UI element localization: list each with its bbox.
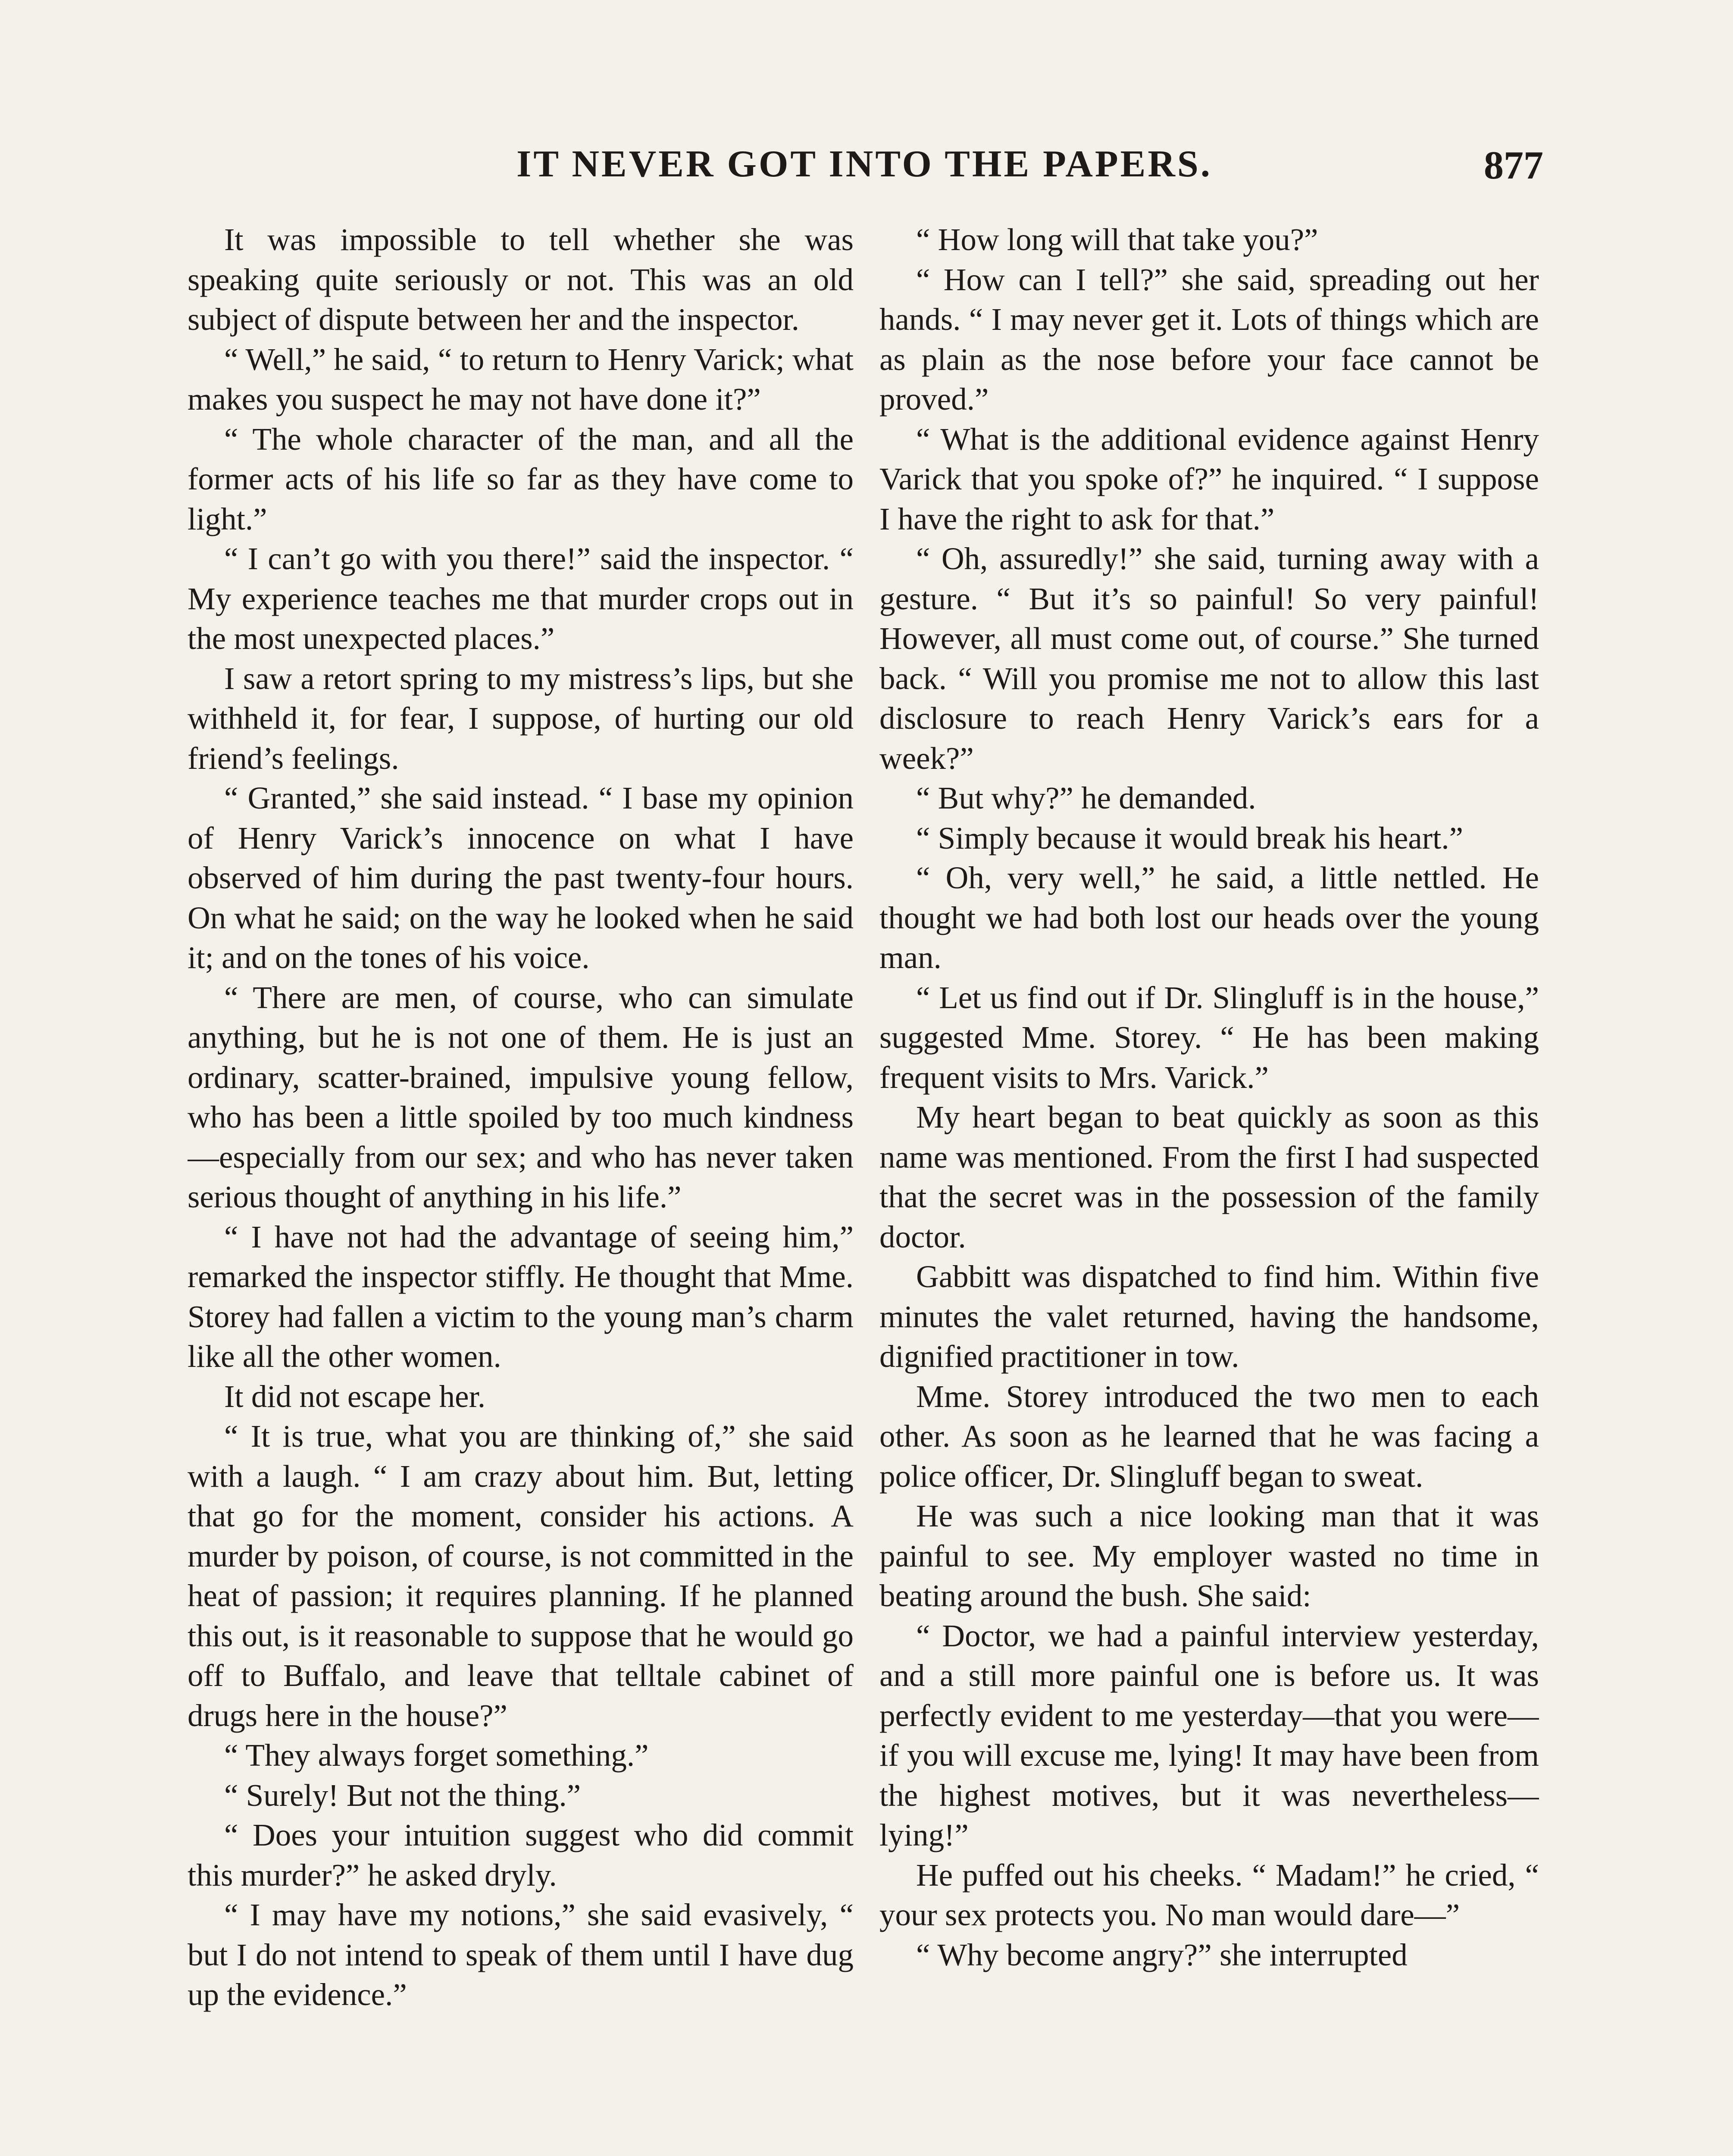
paragraph: My heart began to beat quickly as soon as this name was mentioned. From the first I had suspected that the secret was in the possession of the family doctor.	[879, 1100, 1539, 1254]
paragraph: He was such a nice looking man that it was painful to see. My employer wasted no time in beating around the bush. She said:	[879, 1498, 1539, 1613]
page-number: 877	[1484, 143, 1543, 187]
paragraph: “ It is true, what you are thinking of,” she said with a laugh. “ I am crazy about him. But, letting that go for the moment, consider his actions. A murder by poison, of course, is not committed in the heat of passion; it requires planning. If he planned this out, is it reasonable to suppose that he would go off to Buffalo, and leave that telltale cabinet of drugs here in the house?”	[188, 1419, 854, 1733]
paragraph: “ Oh, very well,” he said, a little nettled. He thought we had both lost our heads over the young man.	[879, 860, 1539, 975]
paragraph: It was impossible to tell whether she was speaking quite seriously or not. This was an old subject of dispute between her and the inspector.	[188, 222, 854, 337]
paragraph: Mme. Storey introduced the two men to each other. As soon as he learned that he was facing a police officer, Dr. Slingluff began to sweat.	[879, 1379, 1539, 1494]
paragraph: He puffed out his cheeks. “ Madam!” he cried, “ your sex protects you. No man would dare—”	[879, 1857, 1539, 1932]
paragraph: “ Does your intuition suggest who did commit this murder?” he asked dryly.	[188, 1818, 854, 1893]
paragraph: I saw a retort spring to my mistress’s lips, but she withheld it, for fear, I suppose, of hurting our old friend’s feelings.	[188, 661, 854, 776]
paragraph: “ Simply because it would break his heart.”	[916, 820, 1464, 856]
paragraph: “ Doctor, we had a painful interview yesterday, and a still more painful one is before us. It was perfectly evident to me yesterday—that you were—if you will excuse me, lying! It may have been from the highest motives, but it was nevertheless—lying!”	[879, 1618, 1539, 1852]
paragraph: “ I may have my notions,” she said evasively, “ but I do not intend to speak of them until I have dug up the evidence.”	[188, 1897, 854, 2012]
paragraph: “ Surely! But not the thing.”	[224, 1777, 581, 1813]
paragraph: “ Granted,” she said instead. “ I base my opinion of Henry Varick’s innocence on what I have observed of him during the past twenty-four hours. On what he said; on the way he looked when he said it; and on the tones of his voice.	[188, 780, 854, 975]
paragraph: “ What is the additional evidence against Henry Varick that you spoke of?” he inquired. “ I suppose I have the right to ask for that.”	[879, 421, 1539, 536]
paragraph: “ I have not had the advantage of seeing him,” remarked the inspector stiffly. He thought that Mme. Storey had fallen a victim to the young man’s charm like all the other women.	[188, 1219, 854, 1374]
left-column	[188, 220, 854, 2156]
paragraph: “ How can I tell?” she said, spreading out her hands. “ I may never get it. Lots of things which are as plain as the nose before your face cannot be proved.”	[879, 262, 1539, 417]
right-column	[879, 220, 1539, 2156]
paragraph: Gabbitt was dispatched to find him. Within five minutes the valet returned, having the handsome, dignified practitioner in tow.	[879, 1259, 1539, 1374]
page-header	[185, 142, 1543, 194]
paragraph: “ But why?” he demanded.	[916, 780, 1256, 815]
paragraph: It did not escape her.	[224, 1379, 486, 1414]
paragraph: “ The whole character of the man, and all the former acts of his life so far as they have come to light.”	[188, 421, 854, 536]
paragraph: “ Well,” he said, “ to return to Henry Varick; what makes you suspect he may not have done it?”	[188, 342, 854, 417]
paragraph: “ How long will that take you?”	[916, 222, 1318, 257]
running-title: IT NEVER GOT INTO THE PAPERS.	[516, 143, 1212, 185]
paragraph: “ They always forget something.”	[224, 1738, 649, 1773]
paragraph: “ Why become angry?” she interrupted	[916, 1937, 1408, 1972]
paragraph: “ I can’t go with you there!” said the inspector. “ My experience teaches me that murder crops out in the most unexpected places.”	[188, 541, 854, 656]
paragraph: “ There are men, of course, who can simulate anything, but he is not one of them. He is just an ordinary, scatter-brained, impulsive young fellow, who has been a little spoiled by too much kindness—especially from our sex; and who has never taken serious thought of anything in his life.”	[188, 980, 854, 1214]
paragraph: “ Oh, assuredly!” she said, turning away with a gesture. “ But it’s so painful! So very painful! However, all must come out, of course.” She turned back. “ Will you promise me not to allow this last disclosure to reach Henry Varick’s ears for a week?”	[879, 541, 1539, 776]
paragraph: “ Let us find out if Dr. Slingluff is in the house,” suggested Mme. Storey. “ He has been making frequent visits to Mrs. Varick.”	[879, 980, 1539, 1095]
